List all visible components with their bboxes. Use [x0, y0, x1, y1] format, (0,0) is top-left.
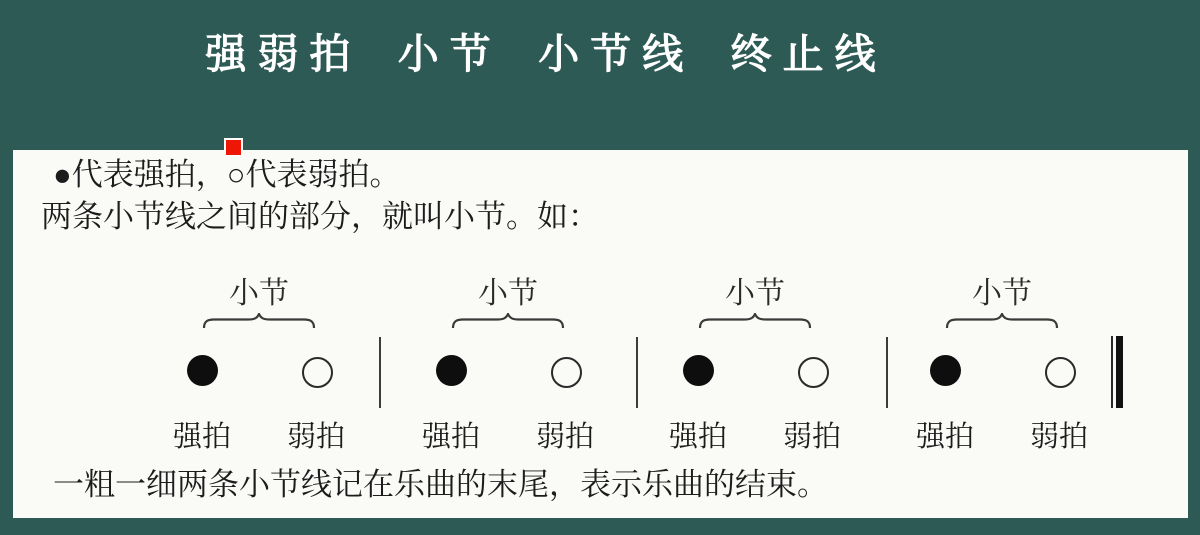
- measure-group: [663, 268, 847, 468]
- brace-icon: [202, 313, 316, 329]
- final-barline-thin: [1111, 336, 1113, 408]
- weak-beat-label: 弱拍: [286, 421, 345, 453]
- content-panel: [13, 150, 1188, 518]
- measure-label: 小节: [229, 277, 289, 310]
- barline: [886, 337, 888, 408]
- brace-icon: [945, 313, 1059, 329]
- barline: [636, 337, 638, 408]
- measure-group: [167, 268, 351, 468]
- weak-beat-label: 弱拍: [1029, 421, 1088, 453]
- strong-beat-dot: [683, 355, 714, 386]
- strong-beat-label: 强拍: [668, 421, 727, 453]
- brace-icon: [698, 313, 812, 329]
- measure-group: [910, 268, 1094, 468]
- measure-group: [416, 268, 600, 468]
- measure-label: 小节: [972, 277, 1032, 310]
- legend-text: ●代表强拍，○代表弱拍。: [53, 157, 401, 192]
- measure-label: 小节: [478, 277, 538, 310]
- strong-beat-dot: [436, 355, 467, 386]
- weak-beat-dot: [302, 357, 333, 388]
- final-barline-thick: [1116, 336, 1123, 408]
- weak-beat-label: 弱拍: [535, 421, 594, 453]
- weak-beat-dot: [798, 357, 829, 388]
- strong-beat-dot: [930, 355, 961, 386]
- measure-label: 小节: [725, 277, 785, 310]
- barline: [379, 337, 381, 408]
- strong-beat-label: 强拍: [421, 421, 480, 453]
- weak-beat-dot: [1045, 357, 1076, 388]
- footer-text: 一粗一细两条小节线记在乐曲的末尾，表示乐曲的结束。: [53, 467, 828, 502]
- strong-beat-label: 强拍: [172, 421, 231, 453]
- weak-beat-label: 弱拍: [782, 421, 841, 453]
- weak-beat-dot: [551, 357, 582, 388]
- page-title: 强弱拍 小节 小节线 终止线: [205, 31, 887, 77]
- strong-beat-label: 强拍: [915, 421, 974, 453]
- intro-text: 两条小节线之间的部分，就叫小节。如：: [41, 199, 599, 234]
- brace-icon: [451, 313, 565, 329]
- strong-beat-dot: [187, 355, 218, 386]
- red-annotation-marker: [224, 138, 243, 157]
